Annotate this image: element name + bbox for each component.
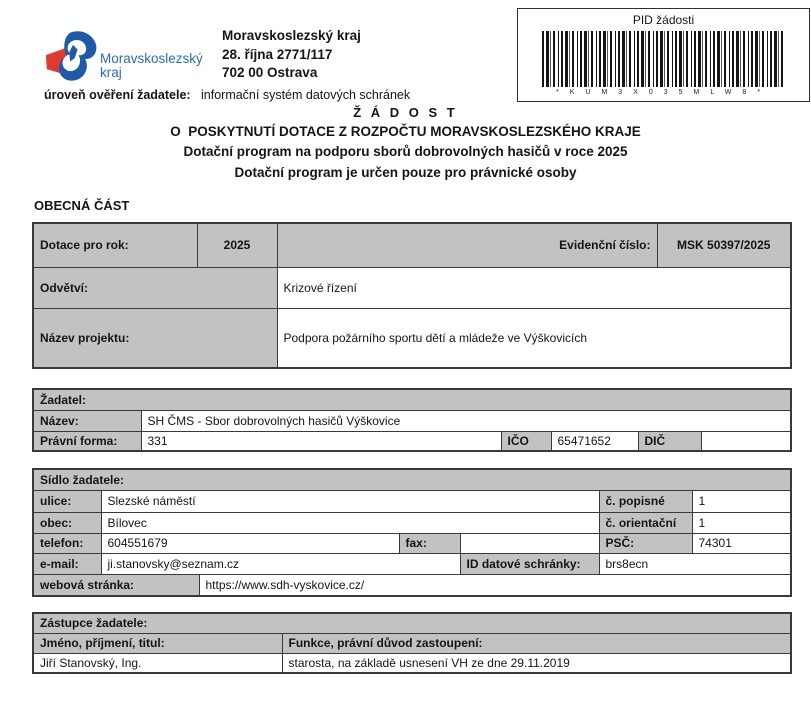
email-label: e-mail: [33, 553, 101, 574]
c-orientacni-label: č. orientační [599, 512, 692, 533]
address-line-2: 28. října 2771/117 [222, 46, 333, 62]
document-title-line4: Dotační program je určen pouze pro právnické osoby [234, 165, 577, 180]
odvetvi-value: Krizové řízení [277, 267, 791, 308]
c-popisne-label: č. popisné [599, 490, 692, 512]
zastupce-header: Zástupce žadatele: [33, 613, 791, 633]
evidencni-cislo-value: MSK 50397/2025 [657, 223, 791, 267]
sidlo-table [32, 468, 792, 597]
dotace-pro-rok-value: 2025 [197, 223, 277, 267]
fax-label: fax: [399, 533, 460, 553]
odvetvi-label: Odvětví: [33, 267, 277, 308]
ico-label: IČO [501, 431, 551, 451]
dic-value [701, 431, 791, 451]
document-title-line2: O POSKYTNUTÍ DOTACE Z ROZPOČTU MORAVSKOSLEZSKÉHO KRAJE [170, 124, 641, 139]
verification-level-label: úroveň ověření žadatele: [44, 88, 191, 102]
table-row [33, 410, 791, 431]
email-value: ji.stanovsky@seznam.cz [101, 553, 460, 574]
address-line-3: 702 00 Ostrava [222, 65, 318, 80]
dic-label: DIČ [638, 431, 701, 451]
pravni-forma-value: 331 [141, 431, 501, 451]
telefon-label: telefon: [33, 533, 101, 553]
zastupce-table [32, 612, 792, 674]
zadatel-header: Žadatel: [33, 389, 791, 410]
nazev-value: SH ČMS - Sbor dobrovolných hasičů Výškovice [141, 410, 791, 431]
funkce-pravni-duvod-value: starosta, na základě usnesení VH ze dne 29.11.2019 [282, 653, 791, 673]
pravni-forma-label: Právní forma: [33, 431, 141, 451]
table-row [33, 533, 791, 553]
pid-barcode-title: PID žádosti [632, 13, 695, 27]
fax-value [460, 533, 599, 553]
zadatel-table [32, 388, 792, 452]
psc-label: PSČ: [599, 533, 692, 553]
webova-stranka-label: webová stránka: [33, 574, 199, 596]
nazev-projektu-value: Podpora požárního sportu dětí a mládeže ve Výškovicích [277, 308, 791, 368]
address-line-1: Moravskoslezský kraj [222, 28, 361, 43]
nazev-projektu-label: Název projektu: [33, 308, 277, 368]
id-datove-schranky-label: ID datové schránky: [460, 553, 599, 574]
pid-barcode-box [517, 8, 810, 102]
sidlo-header: Sídlo žadatele: [33, 469, 791, 490]
obec-label: obec: [33, 512, 101, 533]
table-row [33, 267, 791, 308]
c-orientacni-value: 1 [692, 512, 791, 533]
barcode-icon [542, 31, 785, 87]
table-row [33, 389, 791, 410]
barcode-code-text: *KUM3X035MLW8* [556, 89, 771, 96]
region-address [222, 27, 361, 83]
section-title-obecna-cast: OBECNÁ ČÁST [34, 198, 130, 213]
table-row [33, 574, 791, 596]
table-row [33, 512, 791, 533]
table-row [33, 553, 791, 574]
table-row [33, 431, 791, 451]
table-row [33, 469, 791, 490]
webova-stranka-value: https://www.sdh-vyskovice.cz/ [199, 574, 791, 596]
document-title-block [0, 104, 811, 183]
jmeno-prijmeni-titul-value: Jiří Stanovský, Ing. [33, 653, 282, 673]
jmeno-prijmeni-titul-label: Jméno, příjmení, titul: [33, 633, 282, 653]
logo-wordmark-line2: kraj [100, 65, 122, 80]
ulice-value: Slezské náměstí [101, 490, 599, 512]
moravskoslezsky-kraj-logo-icon [44, 28, 100, 86]
verification-level-value: informační systém datových schránek [201, 88, 411, 102]
nazev-label: Název: [33, 410, 141, 431]
general-table [32, 222, 792, 369]
logo-wordmark-line1: Moravskoslezský [100, 51, 203, 66]
table-row [33, 613, 791, 633]
id-datove-schranky-value: brs8ecn [599, 553, 791, 574]
funkce-pravni-duvod-label: Funkce, právní důvod zastoupení: [282, 633, 791, 653]
evidencni-cislo-label: Evidenční číslo: [277, 223, 657, 267]
dotace-pro-rok-label: Dotace pro rok: [33, 223, 197, 267]
table-row [33, 223, 791, 267]
table-row [33, 653, 791, 673]
ulice-label: ulice: [33, 490, 101, 512]
ico-value: 65471652 [551, 431, 638, 451]
table-row [33, 490, 791, 512]
document-title-line3: Dotační program na podporu sborů dobrovolných hasičů v roce 2025 [183, 144, 628, 159]
region-logo [40, 26, 220, 86]
c-popisne-value: 1 [692, 490, 791, 512]
document-title-line1: Ž Á D O S T [353, 105, 458, 120]
table-row [33, 633, 791, 653]
logo-wordmark [100, 52, 203, 80]
psc-value: 74301 [692, 533, 791, 553]
obec-value: Bílovec [101, 512, 599, 533]
table-row [33, 308, 791, 368]
telefon-value: 604551679 [101, 533, 399, 553]
